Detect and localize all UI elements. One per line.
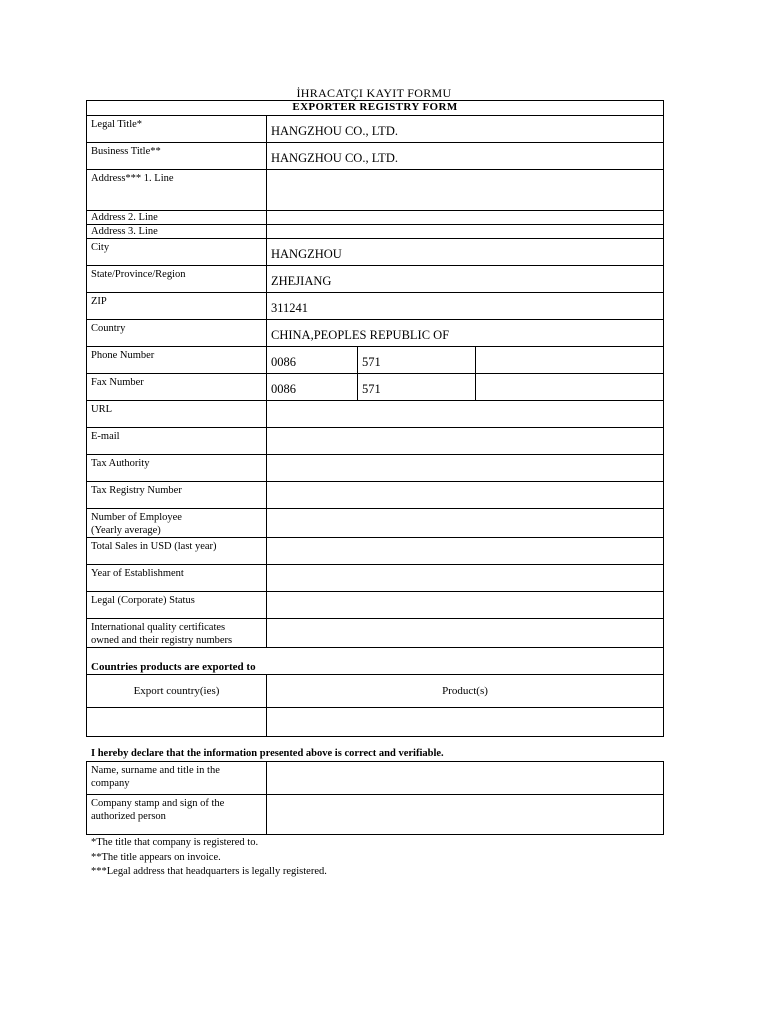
zip-field[interactable]: 311241 xyxy=(267,293,664,320)
fax-label: Fax Number xyxy=(87,374,267,401)
business-title-field[interactable]: HANGZHOU CO., LTD. xyxy=(267,143,664,170)
zip-label: ZIP xyxy=(87,293,267,320)
fax-area-code-field[interactable]: 571 xyxy=(358,374,476,401)
tax-authority-label: Tax Authority xyxy=(87,455,267,482)
address-line2-label: Address 2. Line xyxy=(87,211,267,225)
export-countries-field[interactable] xyxy=(87,708,267,737)
state-label: State/Province/Region xyxy=(87,266,267,293)
name-title-label-line1: Name, surname and title in the xyxy=(91,765,220,776)
stamp-sign-label xyxy=(87,795,267,835)
employees-label xyxy=(87,509,267,538)
fax-number-field[interactable] xyxy=(476,374,664,401)
certificates-label-line1: International quality certificates xyxy=(91,622,226,633)
footnote-2: **The title appears on invoice. xyxy=(91,851,221,863)
stamp-sign-label-line1: Company stamp and sign of the xyxy=(91,798,225,809)
country-label: Country xyxy=(87,320,267,347)
footnote-1: *The title that company is registered to. xyxy=(91,837,259,848)
employees-label-line1: Number of Employee xyxy=(91,512,182,523)
name-title-label xyxy=(87,762,267,795)
url-label: URL xyxy=(87,401,267,428)
legal-status-label: Legal (Corporate) Status xyxy=(87,592,267,619)
certificates-field[interactable] xyxy=(267,619,664,648)
exporter-registry-table xyxy=(86,100,664,737)
phone-area-code-field[interactable]: 571 xyxy=(358,347,476,374)
email-label: E-mail xyxy=(87,428,267,455)
tax-registry-label: Tax Registry Number xyxy=(87,482,267,509)
phone-number-field[interactable] xyxy=(476,347,664,374)
total-sales-field[interactable] xyxy=(267,538,664,565)
export-section-heading: Countries products are exported to xyxy=(87,648,664,675)
form-title: EXPORTER REGISTRY FORM xyxy=(87,101,664,116)
address-line1-label: Address*** 1. Line xyxy=(87,170,267,211)
phone-country-code-field[interactable]: 0086 xyxy=(267,347,358,374)
address-line3-label: Address 3. Line xyxy=(87,225,267,239)
year-established-field[interactable] xyxy=(267,565,664,592)
year-established-label: Year of Establishment xyxy=(87,565,267,592)
stamp-sign-label-line2: authorized person xyxy=(91,811,166,822)
tax-registry-field[interactable] xyxy=(267,482,664,509)
tax-authority-field[interactable] xyxy=(267,455,664,482)
legal-title-label: Legal Title* xyxy=(87,116,267,143)
signature-table xyxy=(86,761,664,835)
address-line1-field[interactable] xyxy=(267,170,664,211)
products-header: Product(s) xyxy=(267,675,664,708)
footnote-3: ***Legal address that headquarters is legally registered. xyxy=(91,866,327,877)
business-title-label: Business Title** xyxy=(87,143,267,170)
footnotes xyxy=(91,836,327,880)
phone-label: Phone Number xyxy=(87,347,267,374)
employees-label-line2: (Yearly average) xyxy=(91,525,161,536)
city-label: City xyxy=(87,239,267,266)
legal-title-field[interactable]: HANGZHOU CO., LTD. xyxy=(267,116,664,143)
name-title-field[interactable] xyxy=(267,762,664,795)
city-field[interactable]: HANGZHOU xyxy=(267,239,664,266)
email-field[interactable] xyxy=(267,428,664,455)
url-field[interactable] xyxy=(267,401,664,428)
fax-country-code-field[interactable]: 0086 xyxy=(267,374,358,401)
address-line2-field[interactable] xyxy=(267,211,664,225)
certificates-label xyxy=(87,619,267,648)
export-countries-header: Export country(ies) xyxy=(87,675,267,708)
total-sales-label: Total Sales in USD (last year) xyxy=(87,538,267,565)
products-field[interactable] xyxy=(267,708,664,737)
country-field[interactable]: CHINA,PEOPLES REPUBLIC OF xyxy=(267,320,664,347)
name-title-label-line2: company xyxy=(91,778,130,789)
certificates-label-line2: owned and their registry numbers xyxy=(91,635,233,646)
form-title-turkish: İHRACATÇI KAYIT FORMU xyxy=(296,86,452,100)
declaration-text: I hereby declare that the information presented above is correct and verifiable. xyxy=(91,748,444,759)
legal-status-field[interactable] xyxy=(267,592,664,619)
state-field[interactable]: ZHEJIANG xyxy=(267,266,664,293)
stamp-sign-field[interactable] xyxy=(267,795,664,835)
address-line3-field[interactable] xyxy=(267,225,664,239)
employees-field[interactable] xyxy=(267,509,664,538)
